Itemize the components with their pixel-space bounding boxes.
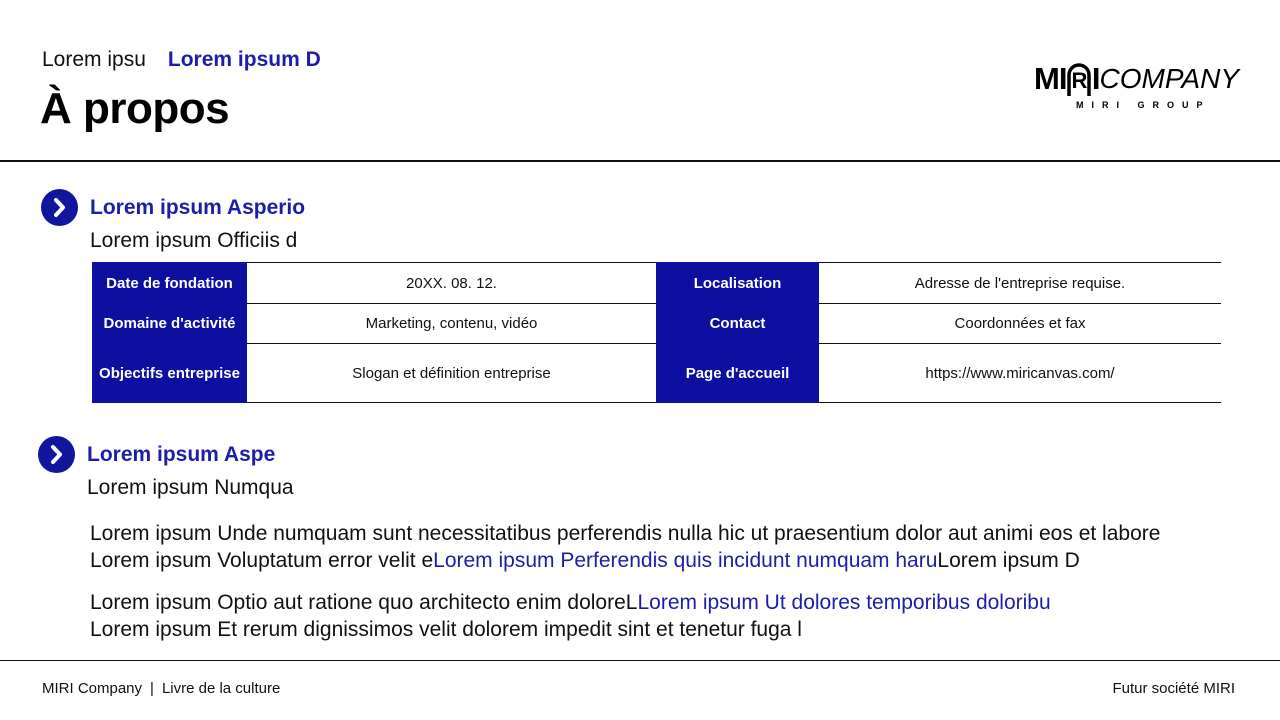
company-info-table: [92, 262, 1221, 403]
table-label: Objectifs entreprise: [92, 344, 247, 403]
highlight-link[interactable]: Lorem ipsum Perferendis quis incidunt numquam haru: [433, 549, 938, 572]
text-run: Lorem ipsum Voluptatum error velit e: [90, 549, 434, 572]
section2-title: Lorem ipsum Aspe: [87, 443, 276, 466]
page-title: À propos: [40, 84, 230, 133]
table-label: Contact: [656, 304, 819, 344]
logo-suffix: I: [1091, 61, 1100, 96]
logo-company: COMPANY: [1099, 63, 1239, 94]
paragraph-2-line-2: Lorem ipsum Et rerum dignissimos velit dolorem impedit sint et tenetur fuga l: [90, 618, 802, 641]
section1-title: Lorem ipsum Asperio: [90, 196, 306, 219]
header-divider: [0, 160, 1280, 162]
table-row: [92, 263, 1221, 304]
paragraph-1: [90, 520, 1160, 574]
footer-separator: |: [150, 680, 154, 697]
paragraph-2: [90, 589, 1051, 643]
footer-left: [42, 680, 280, 697]
homepage-url[interactable]: https://www.miricanvas.com/: [819, 344, 1221, 403]
footer-right: Futur société MIRI: [1112, 680, 1235, 697]
table-label: Domaine d'activité: [92, 304, 247, 344]
table-value: Slogan et définition entreprise: [247, 344, 656, 403]
text-run: Lorem ipsum Optio aut ratione quo architecto enim doloreL: [90, 591, 638, 614]
subtitle-accent: Lorem ipsum D: [167, 48, 321, 71]
table-label: Date de fondation: [92, 263, 247, 304]
table-value: Coordonnées et fax: [819, 304, 1221, 344]
logo-middle: R: [1071, 68, 1087, 93]
paragraph-2-line-1: [90, 589, 1051, 616]
table-label: Page d'accueil: [656, 344, 819, 403]
footer-book: Livre de la culture: [161, 680, 281, 697]
chevron-right-circle-icon: [41, 189, 78, 226]
subtitle-plain: Lorem ipsu: [42, 48, 146, 71]
table-value: 20XX. 08. 12.: [247, 263, 656, 304]
table-row: [92, 344, 1221, 403]
table-value: Adresse de l'entreprise requise.: [819, 263, 1221, 304]
logo-arch-letter: [1066, 60, 1091, 98]
text-run: Lorem ipsum D: [937, 549, 1080, 572]
section2-subtitle: Lorem ipsum Numqua: [87, 476, 294, 499]
logo-prefix: MI: [1034, 61, 1067, 96]
header-subtitle: [42, 48, 321, 72]
footer-company: MIRI Company: [42, 680, 143, 697]
section1-subtitle: Lorem ipsum Officiis d: [90, 229, 298, 252]
paragraph-1-line-2: [90, 547, 1160, 574]
logo-group: MIRI GROUP: [1076, 100, 1211, 110]
chevron-right-circle-icon: [38, 436, 75, 473]
paragraph-1-line-1: Lorem ipsum Unde numquam sunt necessitatibus perferendis nulla hic ut praesentium dolor aut animi eos et labore: [90, 522, 1161, 545]
table-value: Marketing, contenu, vidéo: [247, 304, 656, 344]
footer-divider: [0, 660, 1280, 661]
table-row: [92, 304, 1221, 344]
table-label: Localisation: [656, 263, 819, 304]
company-logo: [1034, 60, 1239, 116]
highlight-link[interactable]: Lorem ipsum Ut dolores temporibus doloribu: [637, 591, 1051, 614]
